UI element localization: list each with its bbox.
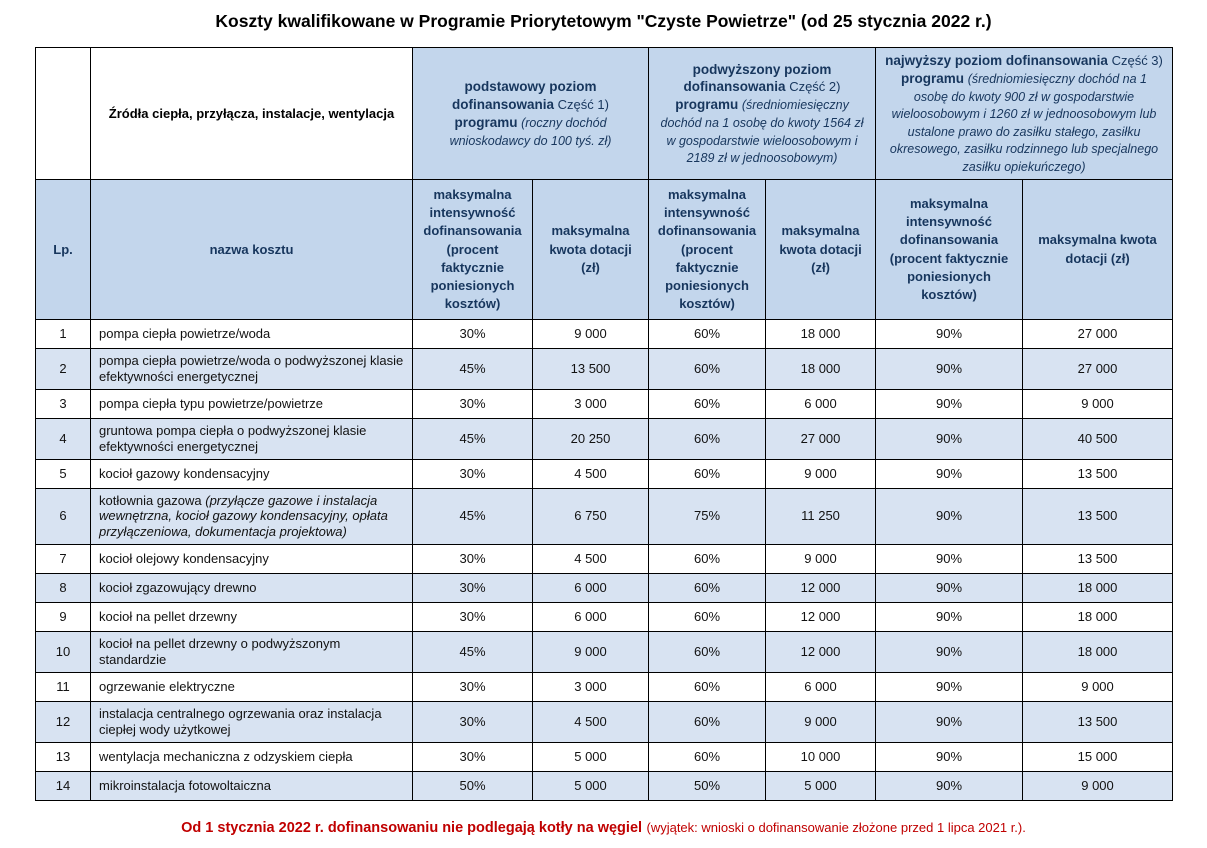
table-row bbox=[36, 389, 1173, 418]
value-cell: 5 000 bbox=[766, 771, 876, 800]
value-cell: 60% bbox=[649, 742, 766, 771]
footer-main-text: Od 1 stycznia 2022 r. dofinansowaniu nie podlegają kotły na węgiel bbox=[181, 819, 643, 836]
value-cell: 90% bbox=[876, 488, 1023, 545]
level-1-income-note: (roczny dochód wnioskodawcy do 100 tyś. zł) bbox=[449, 115, 612, 148]
cost-name: kocioł na pellet drzewny bbox=[99, 609, 238, 625]
cost-name: kocioł gazowy kondensacyjny bbox=[99, 465, 270, 481]
cost-name-cell bbox=[91, 742, 413, 771]
corner-empty-cell bbox=[36, 48, 91, 180]
table-row bbox=[36, 574, 1173, 603]
group-header-row bbox=[36, 48, 1173, 180]
cost-name-cell bbox=[91, 701, 413, 742]
value-cell: 40 500 bbox=[1023, 418, 1173, 459]
cost-name-cell bbox=[91, 320, 413, 349]
lp-cell: 3 bbox=[36, 389, 91, 418]
cost-name-cell bbox=[91, 771, 413, 800]
value-cell: 30% bbox=[413, 603, 533, 632]
table-row bbox=[36, 771, 1173, 800]
value-cell: 27 000 bbox=[766, 418, 876, 459]
value-cell: 50% bbox=[649, 771, 766, 800]
value-cell: 12 000 bbox=[766, 574, 876, 603]
value-cell: 45% bbox=[413, 632, 533, 673]
value-cell: 4 500 bbox=[533, 459, 649, 488]
value-cell: 13 500 bbox=[1023, 459, 1173, 488]
value-cell: 5 000 bbox=[533, 742, 649, 771]
level-3-part: Część 3) bbox=[1111, 53, 1163, 68]
heat-sources-header: Źródła ciepła, przyłącza, instalacje, wentylacja bbox=[91, 48, 413, 180]
value-cell: 60% bbox=[649, 418, 766, 459]
intensity-column-header-1: maksymalna intensywność dofinansowania (procent faktycznie poniesionych kosztów) bbox=[413, 180, 533, 320]
cost-name-cell bbox=[91, 603, 413, 632]
level-3-name: najwyższy poziom dofinansowania bbox=[885, 53, 1108, 68]
value-cell: 60% bbox=[649, 349, 766, 390]
cost-name: wentylacja mechaniczna z odzyskiem ciepła bbox=[99, 748, 353, 764]
value-cell: 9 000 bbox=[766, 459, 876, 488]
value-cell: 6 000 bbox=[766, 672, 876, 701]
value-cell: 30% bbox=[413, 545, 533, 574]
lp-cell: 9 bbox=[36, 603, 91, 632]
value-cell: 13 500 bbox=[1023, 545, 1173, 574]
level-2-name: podwyższony poziom dofinansowania bbox=[683, 61, 832, 95]
lp-cell: 4 bbox=[36, 418, 91, 459]
page-title: Koszty kwalifikowane w Programie Priorytetowym "Czyste Powietrze" (od 25 stycznia 2022 r.) bbox=[215, 11, 992, 31]
table-row bbox=[36, 632, 1173, 673]
cost-name-cell bbox=[91, 459, 413, 488]
cost-name-cell bbox=[91, 545, 413, 574]
value-cell: 9 000 bbox=[766, 701, 876, 742]
level-2-program-word: programu bbox=[675, 97, 739, 113]
intensity-column-header-3: maksymalna intensywność dofinansowania (procent faktycznie poniesionych kosztów) bbox=[876, 180, 1023, 320]
value-cell: 4 500 bbox=[533, 545, 649, 574]
value-cell: 11 250 bbox=[766, 488, 876, 545]
amount-column-header-2: maksymalna kwota dotacji (zł) bbox=[766, 180, 876, 320]
value-cell: 18 000 bbox=[1023, 632, 1173, 673]
value-cell: 3 000 bbox=[533, 672, 649, 701]
level-3-header bbox=[876, 48, 1173, 180]
value-cell: 9 000 bbox=[533, 320, 649, 349]
value-cell: 60% bbox=[649, 545, 766, 574]
cost-name-cell bbox=[91, 632, 413, 673]
value-cell: 45% bbox=[413, 418, 533, 459]
value-cell: 90% bbox=[876, 545, 1023, 574]
value-cell: 60% bbox=[649, 389, 766, 418]
value-cell: 9 000 bbox=[1023, 672, 1173, 701]
value-cell: 90% bbox=[876, 742, 1023, 771]
value-cell: 90% bbox=[876, 459, 1023, 488]
value-cell: 18 000 bbox=[1023, 603, 1173, 632]
cost-name: instalacja centralnego ogrzewania oraz instalacja ciepłej wody użytkowej bbox=[99, 705, 382, 737]
value-cell: 60% bbox=[649, 603, 766, 632]
value-cell: 20 250 bbox=[533, 418, 649, 459]
value-cell: 9 000 bbox=[1023, 771, 1173, 800]
intensity-column-header-2: maksymalna intensywność dofinansowania (procent faktycznie poniesionych kosztów) bbox=[649, 180, 766, 320]
level-1-part: Część 1) bbox=[557, 96, 609, 112]
value-cell: 60% bbox=[649, 459, 766, 488]
lp-cell: 1 bbox=[36, 320, 91, 349]
value-cell: 30% bbox=[413, 320, 533, 349]
value-cell: 90% bbox=[876, 701, 1023, 742]
value-cell: 9 000 bbox=[533, 632, 649, 673]
lp-cell: 14 bbox=[36, 771, 91, 800]
amount-column-header-3: maksymalna kwota dotacji (zł) bbox=[1023, 180, 1173, 320]
cost-name: kotłownia gazowa bbox=[99, 492, 202, 508]
cost-name: mikroinstalacja fotowoltaiczna bbox=[99, 777, 271, 793]
page bbox=[0, 11, 1207, 837]
cost-name-column-header: nazwa kosztu bbox=[91, 180, 413, 320]
value-cell: 6 000 bbox=[766, 389, 876, 418]
value-cell: 3 000 bbox=[533, 389, 649, 418]
table-row bbox=[36, 488, 1173, 545]
cost-name-cell bbox=[91, 349, 413, 390]
value-cell: 6 750 bbox=[533, 488, 649, 545]
lp-cell: 11 bbox=[36, 672, 91, 701]
table-row bbox=[36, 742, 1173, 771]
value-cell: 12 000 bbox=[766, 603, 876, 632]
cost-name-cell bbox=[91, 418, 413, 459]
level-1-program-word: programu bbox=[454, 114, 518, 130]
table-row bbox=[36, 349, 1173, 390]
level-1-name: podstawowy poziom dofinansowania bbox=[452, 79, 597, 112]
value-cell: 18 000 bbox=[1023, 574, 1173, 603]
cost-name: pompa ciepła typu powietrze/powietrze bbox=[99, 395, 324, 411]
cost-name-cell bbox=[91, 389, 413, 418]
level-1-header bbox=[413, 48, 649, 180]
level-2-part: Część 2) bbox=[789, 79, 841, 95]
value-cell: 90% bbox=[876, 389, 1023, 418]
value-cell: 5 000 bbox=[533, 771, 649, 800]
level-3-program-word: programu bbox=[901, 70, 965, 86]
value-cell: 4 500 bbox=[533, 701, 649, 742]
level-2-income-note: (średniomiesięczny dochód na 1 osobę do kwoty 1564 zł w gospodarstwie wieloosobowym i 2189 zł w jednoosobowym) bbox=[660, 98, 864, 166]
value-cell: 60% bbox=[649, 672, 766, 701]
value-cell: 50% bbox=[413, 771, 533, 800]
table-row bbox=[36, 672, 1173, 701]
lp-column-header: Lp. bbox=[36, 180, 91, 320]
value-cell: 90% bbox=[876, 672, 1023, 701]
table-row bbox=[36, 545, 1173, 574]
value-cell: 90% bbox=[876, 574, 1023, 603]
lp-cell: 6 bbox=[36, 488, 91, 545]
cost-name-note: (przyłącze gazowe i instalacja wewnętrzna, kocioł gazowy kondensacyjny, opłata przyłączeniowa, dokumentacja projektowa) bbox=[99, 492, 388, 540]
sub-header-row bbox=[36, 180, 1173, 320]
lp-cell: 2 bbox=[36, 349, 91, 390]
lp-cell: 7 bbox=[36, 545, 91, 574]
cost-name-cell bbox=[91, 574, 413, 603]
value-cell: 13 500 bbox=[1023, 701, 1173, 742]
value-cell: 60% bbox=[649, 574, 766, 603]
value-cell: 90% bbox=[876, 603, 1023, 632]
lp-cell: 8 bbox=[36, 574, 91, 603]
value-cell: 30% bbox=[413, 672, 533, 701]
cost-name: pompa ciepła powietrze/woda bbox=[99, 326, 271, 342]
value-cell: 90% bbox=[876, 771, 1023, 800]
value-cell: 45% bbox=[413, 349, 533, 390]
value-cell: 45% bbox=[413, 488, 533, 545]
value-cell: 60% bbox=[649, 701, 766, 742]
level-2-header bbox=[649, 48, 876, 180]
value-cell: 30% bbox=[413, 742, 533, 771]
value-cell: 27 000 bbox=[1023, 349, 1173, 390]
value-cell: 18 000 bbox=[766, 320, 876, 349]
value-cell: 30% bbox=[413, 389, 533, 418]
cost-name: ogrzewanie elektryczne bbox=[99, 678, 235, 694]
value-cell: 90% bbox=[876, 632, 1023, 673]
table-row bbox=[36, 418, 1173, 459]
value-cell: 90% bbox=[876, 320, 1023, 349]
cost-name: kocioł zgazowujący drewno bbox=[99, 580, 257, 596]
value-cell: 60% bbox=[649, 320, 766, 349]
table-row bbox=[36, 459, 1173, 488]
table-row bbox=[36, 320, 1173, 349]
value-cell: 90% bbox=[876, 349, 1023, 390]
cost-name: gruntowa pompa ciepła o podwyższonej klasie efektywności energetycznej bbox=[99, 422, 367, 454]
value-cell: 13 500 bbox=[1023, 488, 1173, 545]
value-cell: 27 000 bbox=[1023, 320, 1173, 349]
value-cell: 9 000 bbox=[766, 545, 876, 574]
value-cell: 30% bbox=[413, 459, 533, 488]
amount-column-header-1: maksymalna kwota dotacji (zł) bbox=[533, 180, 649, 320]
value-cell: 15 000 bbox=[1023, 742, 1173, 771]
cost-name: kocioł na pellet drzewny o podwyższonym standardzie bbox=[99, 636, 341, 667]
level-3-income-note: (średniomiesięczny dochód na 1 osobę do kwoty 900 zł w gospodarstwie wieloosobowym i 1260 zł w jednoosobowym lub ustalone prawo do zasiłku stałego, zasiłku okresowego, zasiłku rodzinnego lub specjalnego zasiłku opiekuńczego) bbox=[889, 71, 1159, 174]
value-cell: 6 000 bbox=[533, 574, 649, 603]
value-cell: 18 000 bbox=[766, 349, 876, 390]
value-cell: 6 000 bbox=[533, 603, 649, 632]
footer-note bbox=[0, 819, 1207, 837]
value-cell: 60% bbox=[649, 632, 766, 673]
lp-cell: 5 bbox=[36, 459, 91, 488]
lp-cell: 10 bbox=[36, 632, 91, 673]
costs-table bbox=[35, 47, 1173, 801]
cost-name: kocioł olejowy kondensacyjny bbox=[99, 551, 269, 567]
table-row bbox=[36, 701, 1173, 742]
lp-cell: 13 bbox=[36, 742, 91, 771]
footer-exception-text: (wyjątek: wnioski o dofinansowanie złożone przed 1 lipca 2021 r.). bbox=[646, 819, 1026, 835]
value-cell: 75% bbox=[649, 488, 766, 545]
value-cell: 12 000 bbox=[766, 632, 876, 673]
cost-name: pompa ciepła powietrze/woda o podwyższonej klasie efektywności energetycznej bbox=[99, 353, 404, 384]
value-cell: 10 000 bbox=[766, 742, 876, 771]
value-cell: 30% bbox=[413, 701, 533, 742]
value-cell: 30% bbox=[413, 574, 533, 603]
value-cell: 13 500 bbox=[533, 349, 649, 390]
costs-table-body bbox=[36, 320, 1173, 800]
value-cell: 9 000 bbox=[1023, 389, 1173, 418]
cost-name-cell bbox=[91, 672, 413, 701]
value-cell: 90% bbox=[876, 418, 1023, 459]
table-row bbox=[36, 603, 1173, 632]
lp-cell: 12 bbox=[36, 701, 91, 742]
cost-name-cell bbox=[91, 488, 413, 545]
